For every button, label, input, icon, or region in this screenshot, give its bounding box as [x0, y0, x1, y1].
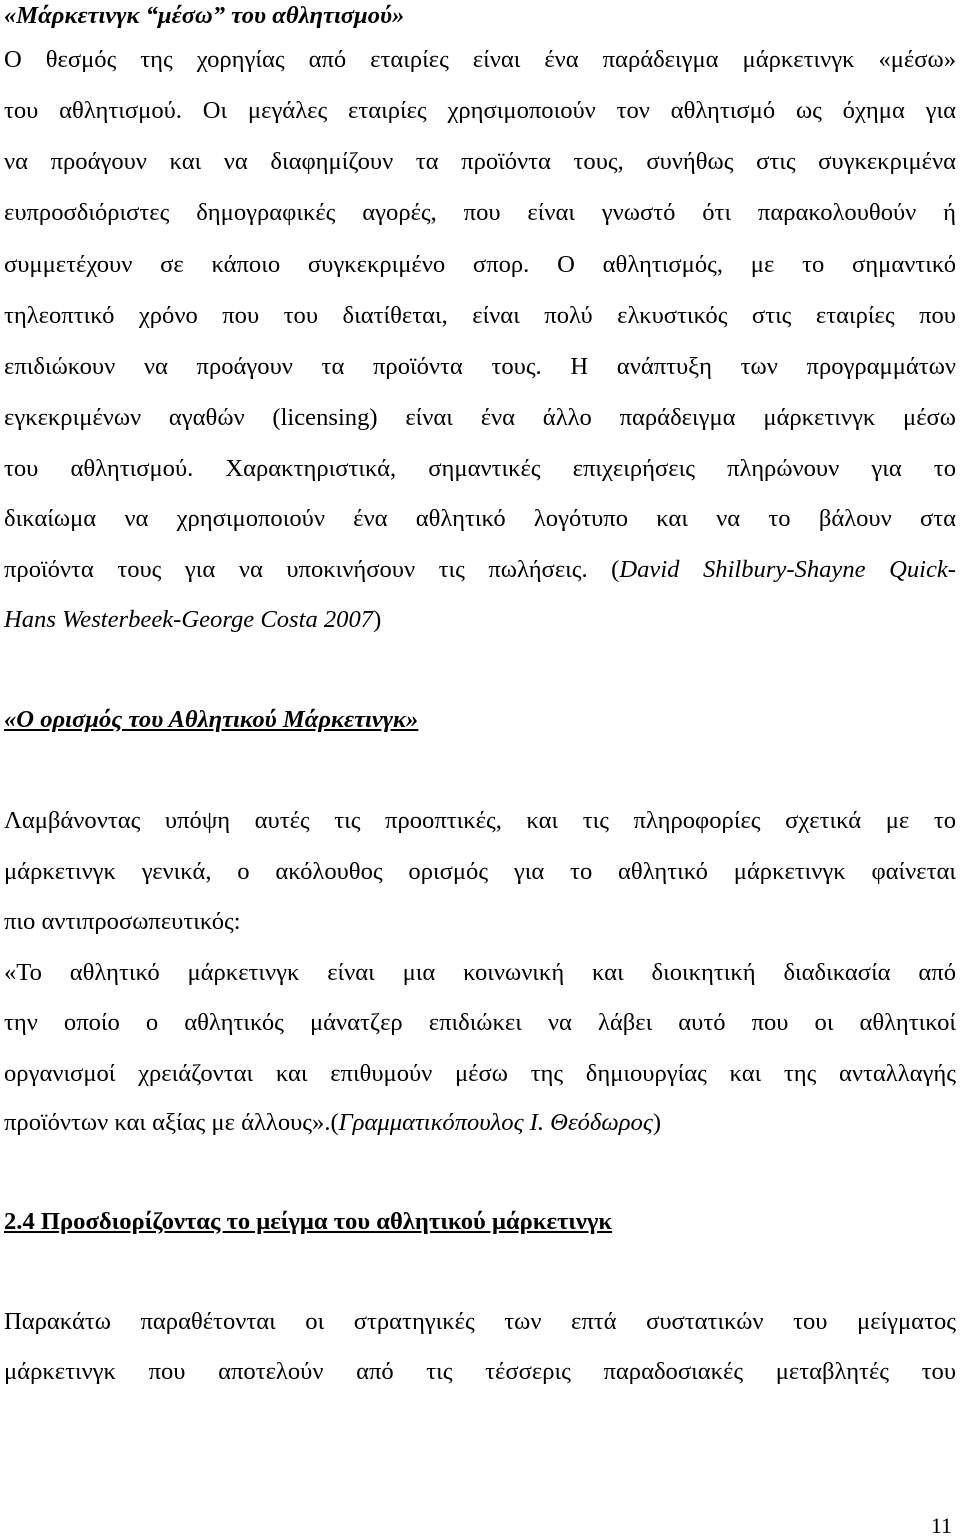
- paragraph-line: επιδιώκουν να προάγουν τα προϊόντα τους. Η ανάπτυξη των προγραμμάτων: [4, 353, 956, 380]
- quote-line: οργανισμοί χρειάζονται και επιθυμούν μέσω της δημιουργίας και της ανταλλαγής: [4, 1060, 956, 1087]
- paragraph-line: πιο αντιπροσωπευτικός:: [4, 908, 241, 935]
- section-heading-marketing-mix: 2.4 Προσδιορίζοντας το μείγμα του αθλητικού μάρκετινγκ: [4, 1208, 613, 1235]
- citation-close: ): [373, 606, 382, 633]
- quote-citation-close: ): [652, 1109, 662, 1136]
- paragraph-line: μάρκετινγκ γενικά, ο ακόλουθος ορισμός για το αθλητικό μάρκετινγκ φαίνεται: [4, 858, 956, 885]
- citation-authors: David Shilbury-Shayne Quick-: [619, 556, 956, 583]
- paragraph-line: [4, 605, 956, 635]
- paragraph-line: τηλεοπτικό χρόνο που του διατίθεται, είναι πολύ ελκυστικός στις εταιρίες που: [4, 302, 956, 329]
- quote-text: προϊόντων και αξίας με άλλους».(: [4, 1109, 339, 1136]
- paragraph-line: ευπροσδιόριστες δημογραφικές αγορές, που είναι γνωστό ότι παρακολουθούν ή: [4, 199, 956, 226]
- paragraph-line: Παρακάτω παραθέτονται οι στρατηγικές των επτά συστατικών του μείγματος: [4, 1308, 956, 1335]
- page-number: 11: [930, 1513, 952, 1538]
- paragraph-line: του αθλητισμού. Οι μεγάλες εταιρίες χρησιμοποιούν τον αθλητισμό ως όχημα για: [4, 97, 956, 124]
- paragraph-line: μάρκετινγκ που αποτελούν από τις τέσσερις παραδοσιακές μεταβλητές του: [4, 1358, 956, 1385]
- paragraph-line: συμμετέχουν σε κάποιο συγκεκριμένο σπορ. Ο αθλητισμός, με το σημαντικό: [4, 251, 956, 278]
- section-heading-marketing-through-sport: «Μάρκετινγκ “μέσω” του αθλητισμού»: [4, 2, 405, 29]
- quote-citation: Γραμματικόπουλος Ι. Θεόδωρος: [338, 1109, 653, 1136]
- paragraph-line: [4, 555, 956, 585]
- section-heading-sport-marketing-definition: «Ο ορισμός του Αθλητικού Μάρκετινγκ»: [4, 706, 419, 733]
- paragraph-line: του αθλητισμού. Χαρακτηριστικά, σημαντικές επιχειρήσεις πληρώνουν για το: [4, 455, 956, 482]
- quote-line: «Το αθλητικό μάρκετινγκ είναι μια κοινωνική και διοικητική διαδικασία από: [4, 959, 956, 986]
- paragraph-text: προϊόντα τους για να υποκινήσουν τις πωλήσεις. (: [4, 556, 620, 583]
- paragraph-line: δικαίωμα να χρησιμοποιούν ένα αθλητικό λογότυπο και να το βάλουν στα: [4, 505, 956, 532]
- citation-authors: Hans Westerbeek-George Costa 2007: [4, 606, 374, 633]
- paragraph-line: Ο θεσμός της χορηγίας από εταιρίες είναι ένα παράδειγμα μάρκετινγκ «μέσω»: [4, 46, 956, 73]
- paragraph-line: εγκεκριμένων αγαθών (licensing) είναι ένα άλλο παράδειγμα μάρκετινγκ μέσω: [4, 404, 956, 431]
- paragraph-line: να προάγουν και να διαφημίζουν τα προϊόντα τους, συνήθως στις συγκεκριμένα: [4, 148, 956, 175]
- paragraph-line: Λαμβάνοντας υπόψη αυτές τις προοπτικές, και τις πληροφορίες σχετικά με το: [4, 807, 956, 834]
- quote-line: την οποίο ο αθλητικός μάνατζερ επιδιώκει να λάβει αυτό που οι αθλητικοί: [4, 1009, 956, 1036]
- quote-line: [4, 1108, 956, 1138]
